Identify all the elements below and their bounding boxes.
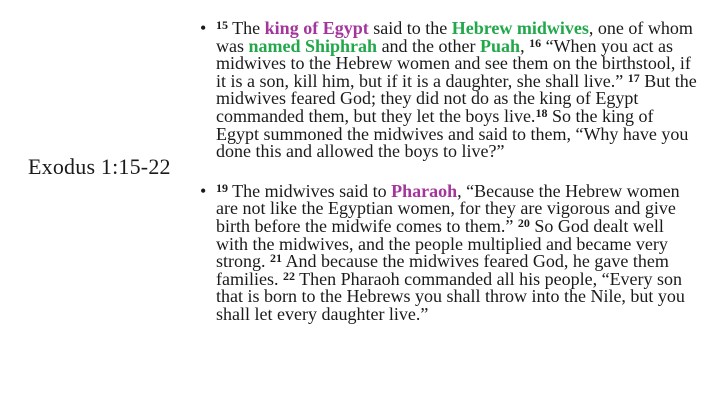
passage-text: ,	[520, 35, 530, 56]
passage-bullet-1	[200, 20, 700, 161]
highlight-named-shiphrah: named Shiphrah	[248, 35, 378, 56]
verse-number: 19	[216, 180, 228, 195]
verse-number: 18	[535, 105, 548, 120]
passage-text: “When you act as midwives to the Hebrew women and see them on the birthstool, if it is a son, kill him, but if it is a daughter, she shall live.”	[216, 35, 691, 91]
verse-number: 16	[529, 35, 542, 50]
passage-text: and the other	[377, 35, 481, 56]
highlight-puah: Puah	[480, 35, 521, 56]
verse-number: 21	[270, 251, 282, 266]
verse-number: 17	[627, 70, 640, 85]
passage-text: So God dealt well with the midwives, and the people multiplied and became very strong.	[216, 215, 668, 272]
verse-number: 20	[517, 215, 530, 230]
passage-bullet-2	[200, 180, 700, 324]
passage-text: , “Because the Hebrew women are not like the Egyptian women, for they are vigorous and give birth before the midwife comes to them.”	[216, 180, 680, 236]
passage-text: said to the	[368, 18, 452, 38]
passage-text: But the midwives feared God; they did not do as the king of Egypt commanded them, but they let the boys live.	[216, 70, 697, 126]
highlight-king-of-egypt: king of Egypt	[264, 18, 369, 38]
passage-text: , one of whom was	[216, 18, 693, 56]
verse-number: 22	[282, 268, 295, 283]
highlight-hebrew-midwives: Hebrew midwives	[451, 18, 589, 38]
highlight-pharaoh: Pharaoh	[391, 180, 458, 201]
passage-bullet-list	[200, 20, 700, 324]
verse-number: 15	[216, 18, 228, 32]
passage-text: So the king of Egypt summoned the midwives and said to them, “Why have you done this and allowed the boys to live?”	[216, 105, 689, 162]
passage-text: The	[228, 18, 265, 38]
passage-text: And because the midwives feared God, he gave them families.	[216, 251, 669, 289]
passage-text: The midwives said to	[228, 180, 392, 201]
scripture-reference: Exodus 1:15-22	[28, 154, 171, 179]
passage-text: Then Pharaoh commanded all his people, “Every son that is born to the Hebrews you shall throw into the Nile, but you shall let every daughter live.”	[216, 268, 685, 324]
